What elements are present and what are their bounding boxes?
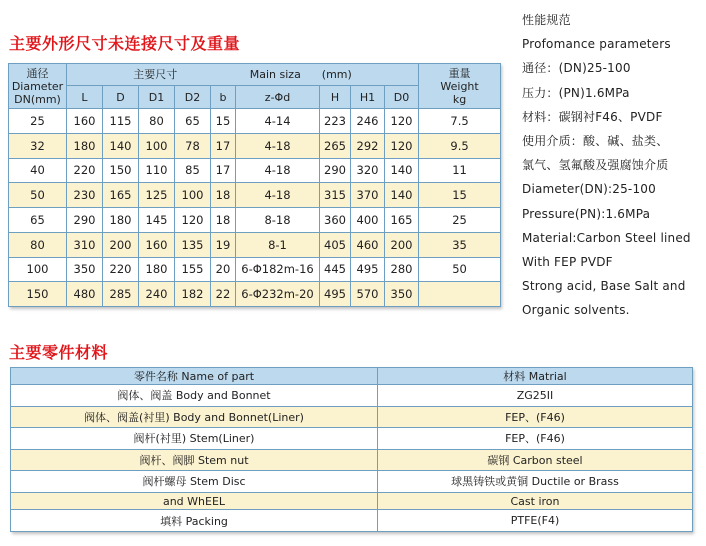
cell-H1: 495 [351, 257, 385, 282]
material-cell: ZG25II [378, 385, 693, 407]
cell-zd: 6-Φ182m-16 [236, 257, 320, 282]
weight-header [419, 64, 501, 109]
cell-kg: 7.5 [419, 109, 501, 134]
table-row [9, 232, 501, 257]
cell-D: 200 [103, 232, 139, 257]
cell-b: 22 [211, 282, 236, 307]
cell-D2: 85 [175, 158, 211, 183]
material-cell: PTFE(F4) [378, 510, 693, 532]
cell-b: 18 [211, 208, 236, 233]
material-cell: FEP、(F46) [378, 428, 693, 450]
spec-line: Diameter(DN):25-100 [522, 182, 656, 197]
cell-D: 165 [103, 183, 139, 208]
cell-D0: 140 [385, 183, 419, 208]
cell-L: 220 [67, 158, 103, 183]
cell-kg: 9.5 [419, 133, 501, 158]
cell-D0: 280 [385, 257, 419, 282]
part-name-cell: 阀杆螺母 Stem Disc [11, 471, 378, 493]
cell-H1: 246 [351, 109, 385, 134]
weight-header-en: Weight [440, 79, 479, 93]
materials-table [10, 367, 693, 532]
table-row [9, 158, 501, 183]
cell-D: 150 [103, 158, 139, 183]
cell-D: 115 [103, 109, 139, 134]
part-name-cell: 阀体、阀盖(衬里) Body and Bonnet(Liner) [11, 406, 378, 428]
cell-kg: 35 [419, 232, 501, 257]
spec-line: 通径：(DN)25-100 [522, 61, 631, 76]
column-header-D0: D0 [385, 86, 419, 109]
materials-table-container [10, 367, 692, 532]
cell-D0: 140 [385, 158, 419, 183]
spec-line: 压力：(PN)1.6MPa [522, 85, 630, 100]
cell-zd: 8-1 [236, 232, 320, 257]
spec-line: 性能规范 [522, 13, 571, 27]
cell-zd: 4-18 [236, 158, 320, 183]
cell-dn: 25 [9, 109, 67, 134]
cell-zd: 4-18 [236, 133, 320, 158]
cell-zd: 4-14 [236, 109, 320, 134]
cell-kg: 25 [419, 208, 501, 233]
cell-D1: 100 [139, 133, 175, 158]
cell-L: 350 [67, 257, 103, 282]
cell-D2: 65 [175, 109, 211, 134]
cell-D0: 120 [385, 133, 419, 158]
cell-H: 290 [320, 158, 351, 183]
cell-dn: 80 [9, 232, 67, 257]
spec-line: 氯气、氢氟酸及强腐蚀介质 [522, 158, 669, 173]
material-header: 材料 Matrial [378, 368, 693, 385]
cell-D1: 110 [139, 158, 175, 183]
part-name-cell: 阀体、阀盖 Body and Bonnet [11, 385, 378, 407]
main-size-header-cn: 主要尺寸 [133, 68, 178, 81]
cell-D2: 120 [175, 208, 211, 233]
cell-dn: 150 [9, 282, 67, 307]
cell-D2: 100 [175, 183, 211, 208]
part-name-cell: and WhEEL [11, 492, 378, 510]
table-row [11, 492, 693, 510]
cell-H: 495 [320, 282, 351, 307]
cell-H1: 460 [351, 232, 385, 257]
cell-D1: 160 [139, 232, 175, 257]
cell-D1: 80 [139, 109, 175, 134]
cell-dn: 100 [9, 257, 67, 282]
part-name-cell: 阀杆、阀脚 Stem nut [11, 449, 378, 471]
cell-L: 230 [67, 183, 103, 208]
cell-D1: 125 [139, 183, 175, 208]
material-cell: 碳钢 Carbon steel [378, 449, 693, 471]
cell-H: 445 [320, 257, 351, 282]
table-row [9, 109, 501, 134]
column-header-H: H [320, 86, 351, 109]
cell-D0: 120 [385, 109, 419, 134]
cell-L: 160 [67, 109, 103, 134]
cell-H: 360 [320, 208, 351, 233]
cell-dn: 32 [9, 133, 67, 158]
cell-zd: 8-18 [236, 208, 320, 233]
diameter-header-en: Diameter [11, 79, 64, 93]
column-header-D1: D1 [139, 86, 175, 109]
cell-L: 290 [67, 208, 103, 233]
cell-L: 480 [67, 282, 103, 307]
table-row [9, 282, 501, 307]
spec-line: Strong acid, Base Salt and [522, 279, 686, 294]
main-size-header [67, 64, 419, 86]
part-name-cell: 填料 Packing [11, 510, 378, 532]
column-header-zd: z-Φd [236, 86, 320, 109]
cell-D1: 240 [139, 282, 175, 307]
table-row [9, 133, 501, 158]
table-row [9, 208, 501, 233]
cell-H1: 292 [351, 133, 385, 158]
materials-table-body [11, 385, 693, 532]
cell-D: 285 [103, 282, 139, 307]
dimension-table-container [8, 63, 500, 307]
table-row [9, 257, 501, 282]
table-row [11, 406, 693, 428]
spec-line: Material:Carbon Steel lined [522, 230, 691, 245]
cell-H: 315 [320, 183, 351, 208]
cell-zd: 4-18 [236, 183, 320, 208]
cell-b: 19 [211, 232, 236, 257]
material-cell: Cast iron [378, 492, 693, 510]
table-row [11, 385, 693, 407]
dimension-table-body [9, 109, 501, 307]
cell-dn: 65 [9, 208, 67, 233]
cell-H: 223 [320, 109, 351, 134]
cell-kg: 50 [419, 257, 501, 282]
table-row [9, 183, 501, 208]
cell-b: 20 [211, 257, 236, 282]
cell-D0: 165 [385, 208, 419, 233]
cell-H1: 400 [351, 208, 385, 233]
cell-D2: 182 [175, 282, 211, 307]
cell-zd: 6-Φ232m-20 [236, 282, 320, 307]
cell-D0: 200 [385, 232, 419, 257]
performance-specs [522, 8, 706, 323]
cell-kg [419, 282, 501, 307]
column-header-H1: H1 [351, 86, 385, 109]
spec-line: 使用介质：酸、碱、盐类、 [522, 134, 669, 149]
cell-D: 180 [103, 208, 139, 233]
cell-H: 405 [320, 232, 351, 257]
cell-dn: 40 [9, 158, 67, 183]
cell-b: 15 [211, 109, 236, 134]
cell-H: 265 [320, 133, 351, 158]
cell-dn: 50 [9, 183, 67, 208]
main-size-header-en: Main siza [249, 68, 301, 81]
spec-line: Pressure(PN):1.6MPa [522, 206, 651, 221]
part-name-cell: 阀杆(衬里) Stem(Liner) [11, 428, 378, 450]
cell-L: 310 [67, 232, 103, 257]
spec-line: Organic solvents. [522, 303, 630, 318]
table-row [11, 449, 693, 471]
cell-L: 180 [67, 133, 103, 158]
cell-kg: 11 [419, 158, 501, 183]
table-row [11, 510, 693, 532]
cell-b: 17 [211, 158, 236, 183]
spec-line: 材料：碳钢衬F46、PVDF [522, 109, 663, 124]
cell-D: 140 [103, 133, 139, 158]
dimension-table [8, 63, 501, 307]
spec-line: Profomance parameters [522, 37, 671, 52]
cell-D: 220 [103, 257, 139, 282]
material-cell: 球黑铸铁或黄铜 Ductile or Brass [378, 471, 693, 493]
cell-D1: 145 [139, 208, 175, 233]
cell-b: 17 [211, 133, 236, 158]
cell-D2: 135 [175, 232, 211, 257]
main-size-header-unit: (mm) [321, 68, 352, 81]
diameter-header-unit: DN(mm) [14, 92, 61, 106]
cell-H1: 370 [351, 183, 385, 208]
weight-header-cn: 重量 [448, 66, 471, 80]
cell-D2: 155 [175, 257, 211, 282]
cell-kg: 15 [419, 183, 501, 208]
part-name-header: 零件名称 Name of part [11, 368, 378, 385]
table-row [11, 428, 693, 450]
diameter-header-cn: 通径 [26, 66, 49, 80]
weight-header-unit: kg [452, 92, 467, 106]
column-header-b: b [211, 86, 236, 109]
table-row [11, 471, 693, 493]
cell-D1: 180 [139, 257, 175, 282]
spec-line: With FEP PVDF [522, 255, 613, 270]
diameter-header [9, 64, 67, 109]
column-header-D: D [103, 86, 139, 109]
cell-H1: 320 [351, 158, 385, 183]
cell-D2: 78 [175, 133, 211, 158]
cell-b: 18 [211, 183, 236, 208]
cell-D0: 350 [385, 282, 419, 307]
column-header-D2: D2 [175, 86, 211, 109]
material-cell: FEP、(F46) [378, 406, 693, 428]
dimension-section-title: 主要外形尺寸未连接尺寸及重量 [9, 34, 241, 53]
materials-section-title: 主要零件材料 [9, 343, 109, 362]
cell-H1: 570 [351, 282, 385, 307]
column-header-L: L [67, 86, 103, 109]
